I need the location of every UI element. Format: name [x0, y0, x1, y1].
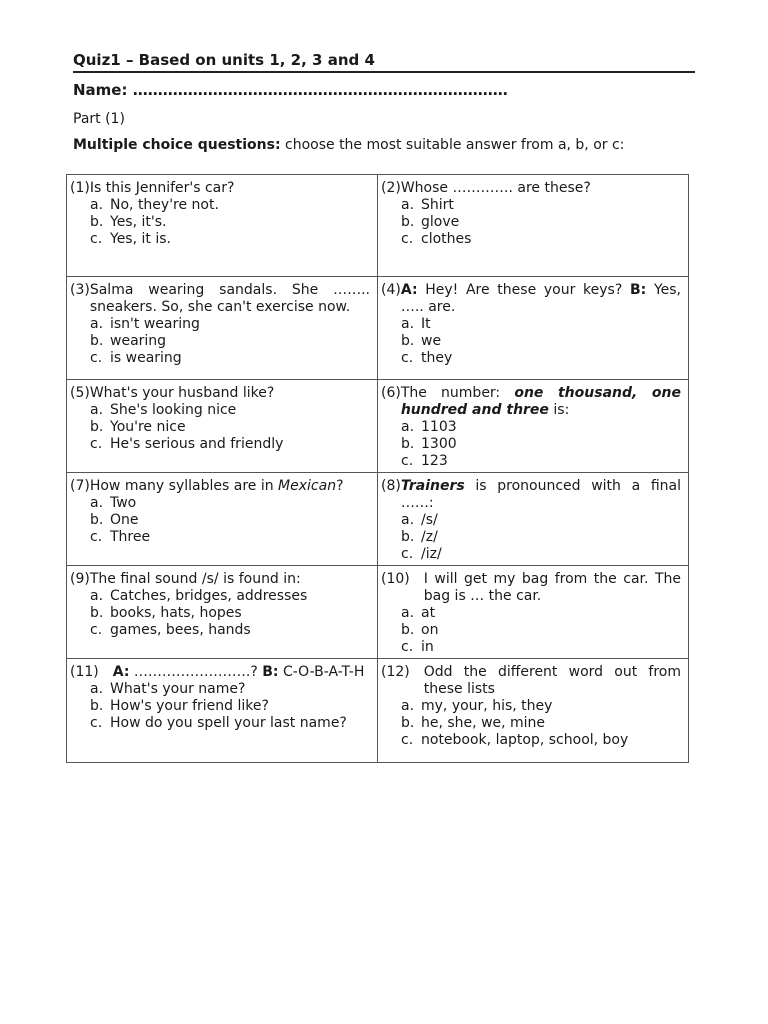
option-text: It	[421, 316, 431, 332]
question-text: Is this Jennifer's car?	[89, 180, 235, 196]
question-number: (4)	[381, 282, 401, 298]
option-letter: c.	[90, 622, 103, 638]
option-text: Shirt	[421, 197, 454, 213]
question-8-stem	[381, 478, 681, 512]
question-text: The final sound /s/ is found in:	[89, 571, 301, 587]
option-letter: a.	[401, 512, 415, 528]
option-c	[381, 732, 681, 749]
option-text: Three	[110, 529, 151, 545]
option-text: He's serious and friendly	[110, 436, 284, 452]
option-text: wearing	[110, 333, 167, 349]
option-letter: c.	[90, 436, 103, 452]
option-letter: c.	[90, 529, 103, 545]
option-a	[381, 197, 681, 214]
table-row	[67, 175, 689, 277]
option-letter: a.	[90, 316, 104, 332]
option-c	[70, 350, 370, 367]
option-text: my, your, his, they	[421, 698, 553, 714]
question-11-cell	[67, 659, 378, 763]
option-text: 1300	[421, 436, 457, 452]
part-heading: Part (1)	[73, 111, 125, 127]
option-text: You're nice	[110, 419, 186, 435]
option-a	[381, 698, 681, 715]
option-a	[381, 512, 681, 529]
question-text	[401, 282, 681, 316]
option-letter: a.	[90, 402, 104, 418]
question-number: (9)	[70, 571, 90, 587]
emphasized-word: Mexican	[278, 478, 337, 494]
option-c	[70, 436, 370, 453]
question-12-cell	[378, 659, 689, 763]
question-9-stem	[70, 571, 370, 588]
option-letter: b.	[90, 419, 104, 435]
option-letter: c.	[90, 231, 103, 247]
question-number: (6)	[381, 385, 401, 401]
option-a	[70, 588, 370, 605]
question-5-stem	[70, 385, 370, 402]
option-letter: a.	[401, 698, 415, 714]
question-3-cell	[67, 277, 378, 380]
option-b	[70, 698, 370, 715]
speaker-a-label: A:	[400, 282, 418, 298]
option-text: /z/	[421, 529, 438, 545]
option-text: How's your friend like?	[110, 698, 269, 714]
question-number: (10)	[381, 571, 410, 587]
question-text-part: The number:	[400, 385, 515, 401]
option-text: One	[110, 512, 139, 528]
option-a	[381, 605, 681, 622]
name-field-line: Name: …………………………………………………………………	[73, 81, 508, 99]
option-b	[70, 419, 370, 436]
question-6-stem	[381, 385, 681, 419]
option-text: they	[421, 350, 453, 366]
option-b	[381, 622, 681, 639]
option-text: 1103	[421, 419, 457, 435]
question-text-part: …………………….?	[129, 664, 263, 680]
instructions	[73, 136, 695, 154]
option-letter: c.	[401, 732, 414, 748]
question-1-cell	[67, 175, 378, 277]
question-text: Whose …………. are these?	[400, 180, 591, 196]
option-letter: c.	[90, 350, 103, 366]
question-text: Salma wearing sandals. She …….. sneakers. So, she can't exercise now.	[89, 282, 370, 315]
question-text-part: C-O-B-A-T-H	[278, 664, 365, 680]
table-row	[67, 566, 689, 659]
option-text: he, she, we, mine	[421, 715, 546, 731]
option-c	[381, 350, 681, 367]
option-letter: b.	[90, 698, 104, 714]
option-text: Yes, it's.	[110, 214, 167, 230]
question-5-cell	[67, 380, 378, 473]
option-text: /s/	[421, 512, 438, 528]
quiz-header	[73, 50, 695, 154]
option-letter: a.	[401, 197, 415, 213]
option-text: in	[421, 639, 434, 655]
option-letter: b.	[90, 512, 104, 528]
question-number: (7)	[70, 478, 90, 494]
option-text: games, bees, hands	[110, 622, 251, 638]
speaker-a-label: A:	[112, 664, 130, 680]
option-text: notebook, laptop, school, boy	[421, 732, 629, 748]
option-text: on	[421, 622, 439, 638]
question-text-part: is pronounced with a final ……:	[400, 478, 681, 511]
table-row	[67, 473, 689, 566]
question-number: (2)	[381, 180, 401, 196]
option-letter: a.	[401, 605, 415, 621]
question-text	[401, 478, 681, 512]
question-4-cell	[378, 277, 689, 380]
question-3-stem	[70, 282, 370, 316]
option-a	[381, 419, 681, 436]
question-4-stem	[381, 282, 681, 316]
question-text-part: ?	[336, 478, 344, 494]
speaker-b-label: B:	[629, 282, 647, 298]
option-letter: b.	[90, 605, 104, 621]
question-number: (5)	[70, 385, 90, 401]
option-text: at	[421, 605, 436, 621]
question-text-part: is:	[548, 402, 570, 418]
table-row	[67, 277, 689, 380]
emphasized-word: Trainers	[400, 478, 465, 494]
option-c	[381, 546, 681, 563]
option-a	[70, 316, 370, 333]
question-6-cell	[378, 380, 689, 473]
option-c	[70, 715, 370, 732]
question-text-part: Yes, ….. are.	[400, 282, 681, 315]
question-10-stem	[381, 571, 681, 605]
option-letter: a.	[90, 495, 104, 511]
option-b	[70, 605, 370, 622]
questions-table	[66, 174, 689, 763]
option-letter: c.	[401, 231, 414, 247]
option-a	[70, 681, 370, 698]
option-c	[381, 231, 681, 248]
question-text: What's your husband like?	[89, 385, 275, 401]
quiz-title: Quiz1 – Based on units 1, 2, 3 and 4	[73, 50, 695, 73]
question-7-cell	[67, 473, 378, 566]
option-letter: a.	[401, 316, 415, 332]
option-b	[70, 333, 370, 350]
question-11-stem	[70, 664, 370, 681]
question-text: I will get my bag from the car. The bag is … the car.	[423, 571, 681, 604]
table-row	[67, 380, 689, 473]
option-a	[70, 197, 370, 214]
option-text: No, they're not.	[110, 197, 219, 213]
option-text: glove	[421, 214, 460, 230]
question-2-stem	[381, 180, 681, 197]
option-c	[70, 529, 370, 546]
question-10-cell	[378, 566, 689, 659]
question-2-cell	[378, 175, 689, 277]
question-number: (1)	[70, 180, 90, 196]
option-letter: b.	[401, 529, 415, 545]
option-a	[70, 495, 370, 512]
option-letter: c.	[401, 453, 414, 469]
question-text-part: Hey! Are these your keys?	[417, 282, 630, 298]
instructions-text: choose the most suitable answer from a, b, or c:	[280, 137, 625, 153]
option-text: What's your name?	[110, 681, 246, 697]
option-b	[70, 214, 370, 231]
option-b	[70, 512, 370, 529]
question-7-stem	[70, 478, 370, 495]
option-a	[70, 402, 370, 419]
question-8-cell	[378, 473, 689, 566]
option-text: we	[421, 333, 442, 349]
instructions-label: Multiple choice questions:	[73, 137, 281, 153]
option-text: How do you spell your last name?	[110, 715, 347, 731]
option-text: clothes	[421, 231, 472, 247]
option-letter: a.	[90, 197, 104, 213]
option-c	[70, 231, 370, 248]
question-number: (12)	[381, 664, 410, 680]
option-b	[381, 333, 681, 350]
question-text	[401, 385, 681, 419]
option-text: /iz/	[421, 546, 442, 562]
option-c	[381, 453, 681, 470]
option-text: 123	[421, 453, 448, 469]
option-letter: c.	[401, 639, 414, 655]
option-b	[381, 214, 681, 231]
option-letter: b.	[401, 436, 415, 452]
option-a	[381, 316, 681, 333]
option-text: Yes, it is.	[110, 231, 171, 247]
question-text-part: How many syllables are in	[89, 478, 279, 494]
option-letter: b.	[90, 333, 104, 349]
option-letter: b.	[401, 333, 415, 349]
option-letter: a.	[90, 588, 104, 604]
question-text	[113, 664, 370, 681]
number-in-words: one thousand, one hundred and three	[400, 385, 681, 418]
option-letter: a.	[90, 681, 104, 697]
option-letter: b.	[401, 715, 415, 731]
question-number: (3)	[70, 282, 90, 298]
question-text: Odd the different word out from these lists	[423, 664, 681, 697]
option-b	[381, 715, 681, 732]
option-letter: b.	[401, 622, 415, 638]
option-text: books, hats, hopes	[110, 605, 242, 621]
question-number: (8)	[381, 478, 401, 494]
option-letter: a.	[401, 419, 415, 435]
option-letter: c.	[90, 715, 103, 731]
option-letter: c.	[401, 350, 414, 366]
option-text: isn't wearing	[110, 316, 200, 332]
question-1-stem	[70, 180, 370, 197]
speaker-b-label: B:	[262, 664, 279, 680]
option-c	[70, 622, 370, 639]
option-letter: c.	[401, 546, 414, 562]
option-b	[381, 529, 681, 546]
question-text	[90, 478, 370, 495]
option-text: Catches, bridges, addresses	[110, 588, 308, 604]
question-number: (11)	[70, 664, 99, 680]
option-text: She's looking nice	[110, 402, 237, 418]
question-9-cell	[67, 566, 378, 659]
option-b	[381, 436, 681, 453]
option-text: is wearing	[110, 350, 182, 366]
option-letter: b.	[90, 214, 104, 230]
option-text: Two	[110, 495, 137, 511]
question-12-stem	[381, 664, 681, 698]
option-c	[381, 639, 681, 656]
table-row	[67, 659, 689, 763]
option-letter: b.	[401, 214, 415, 230]
